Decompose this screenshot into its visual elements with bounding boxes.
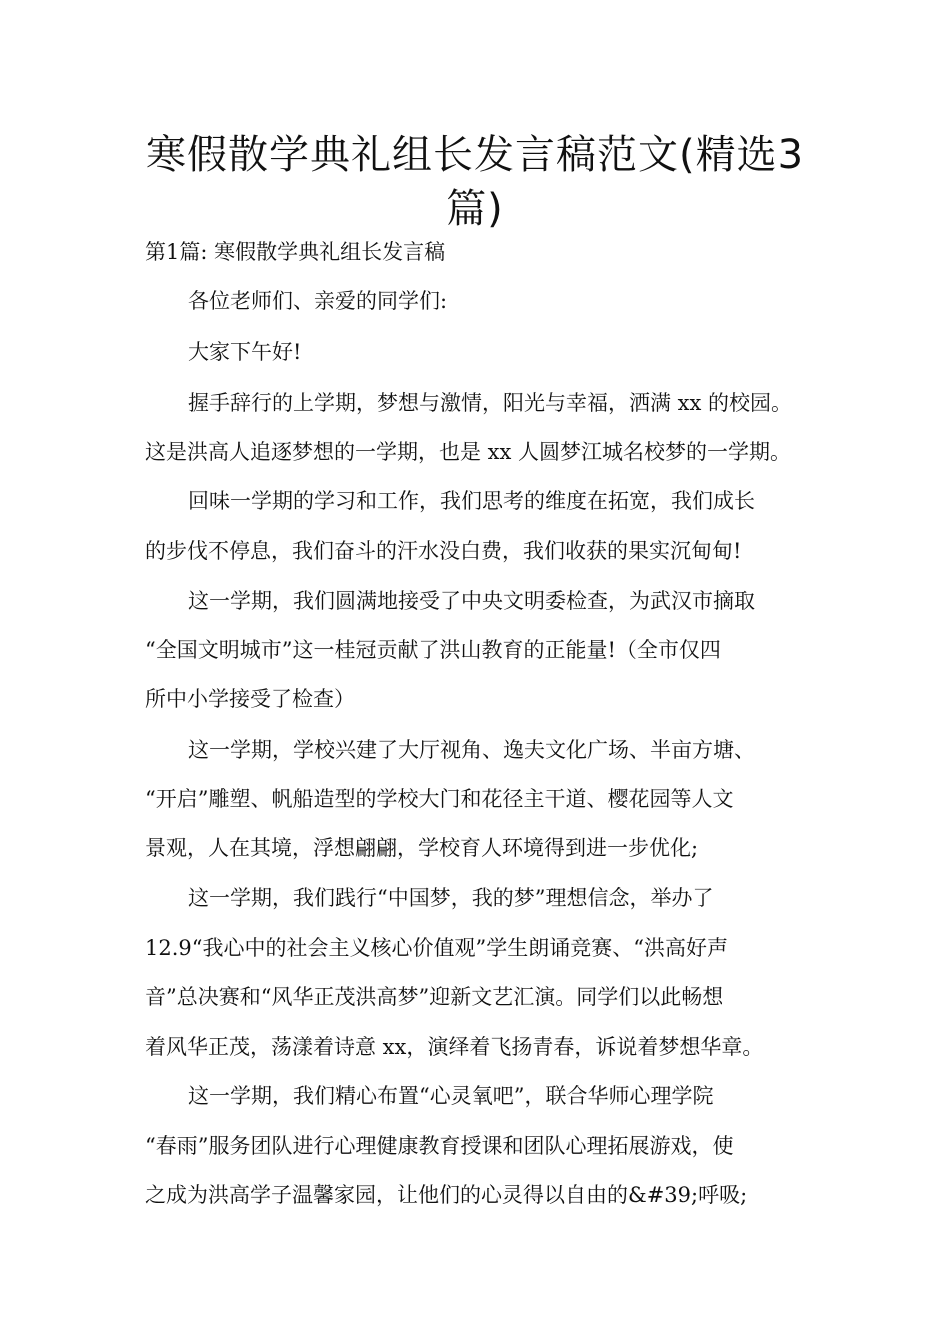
- text-line: 12.9“我心中的社会主义核心价值观”学生朗诵竞赛、“洪高好声: [145, 936, 728, 960]
- text-line: “全国文明城市”这一桂冠贡献了洪山教育的正能量!（全市仅四: [145, 638, 721, 662]
- text-line: 之成为洪高学子温馨家园，让他们的心灵得以自由的&#39;呼吸;: [145, 1183, 748, 1207]
- text-line: 所中小学接受了检查）: [145, 687, 355, 711]
- text-line: 这是洪高人追逐梦想的一学期，也是 xx 人圆梦江城名校梦的一学期。: [145, 440, 792, 464]
- text-line: 大家下午好!: [188, 340, 302, 364]
- title-line-1: 寒假散学典礼组长发言稿范文(精选3: [145, 132, 805, 178]
- text-line: 握手辞行的上学期，梦想与激情，阳光与幸福，洒满 xx 的校园。: [188, 391, 793, 415]
- title-line-2: 篇): [446, 186, 504, 232]
- text-line: 音”总决赛和“风华正茂洪高梦”迎新文艺汇演。同学们以此畅想: [145, 985, 724, 1009]
- document-title: [120, 128, 830, 236]
- text-line: “开启”雕塑、帆船造型的学校大门和花径主干道、樱花园等人文: [145, 787, 734, 811]
- text-line: 这一学期，学校兴建了大厅视角、逸夫文化广场、半亩方塘、: [188, 738, 755, 762]
- text-line: “春雨”服务团队进行心理健康教育授课和团队心理拓展游戏，使: [145, 1134, 734, 1158]
- text-line: 景观，人在其境，浮想翩翩，学校育人环境得到进一步优化;: [145, 836, 699, 860]
- text-line: 的步伐不停息，我们奋斗的汗水没白费，我们收获的果实沉甸甸!: [145, 539, 742, 563]
- text-line: 这一学期，我们践行“中国梦，我的梦”理想信念，举办了: [188, 886, 714, 910]
- text-line: 这一学期，我们圆满地接受了中央文明委检查，为武汉市摘取: [188, 589, 755, 613]
- section-heading: 第1篇: 寒假散学典礼组长发言稿: [145, 240, 446, 264]
- text-line: 回味一学期的学习和工作，我们思考的维度在拓宽，我们成长: [188, 489, 755, 513]
- text-line: 着风华正茂，荡漾着诗意 xx，演绎着飞扬青春，诉说着梦想华章。: [145, 1035, 764, 1059]
- text-line: 各位老师们、亲爱的同学们:: [188, 289, 448, 313]
- text-line: 这一学期，我们精心布置“心灵氧吧”，联合华师心理学院: [188, 1084, 714, 1108]
